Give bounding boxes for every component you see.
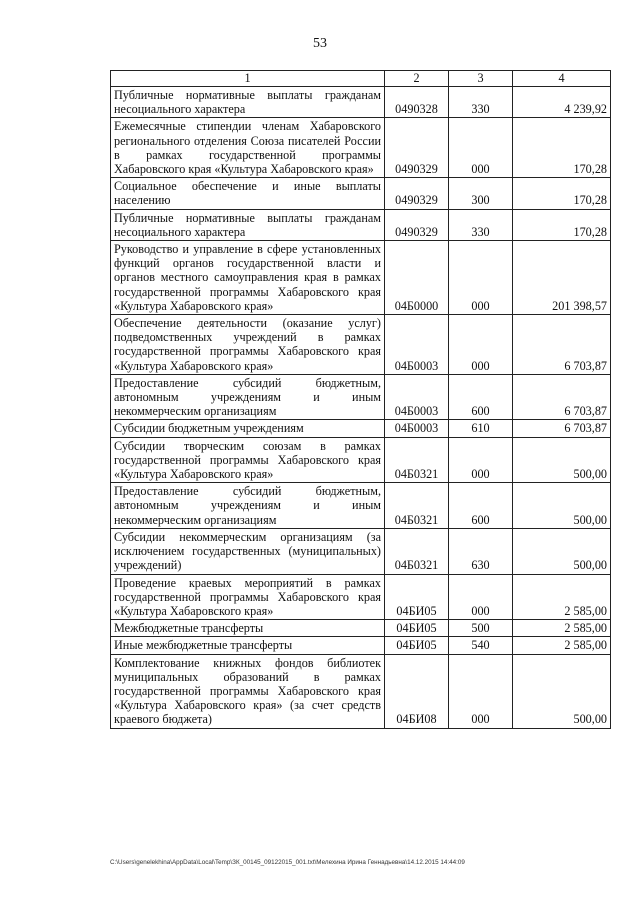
header-cell-3: 3	[449, 71, 513, 87]
row-code: 0490329	[385, 178, 449, 209]
row-vr: 630	[449, 528, 513, 574]
row-vr: 330	[449, 87, 513, 118]
row-vr: 300	[449, 178, 513, 209]
row-sum: 201 398,57	[513, 241, 611, 315]
row-vr: 000	[449, 654, 513, 728]
table-row	[111, 315, 611, 375]
header-cell-2: 2	[385, 71, 449, 87]
row-name: Субсидии бюджетным учреждениям	[111, 420, 385, 437]
table-header-row	[111, 71, 611, 87]
table-row	[111, 118, 611, 178]
row-sum: 6 703,87	[513, 374, 611, 420]
table-row	[111, 528, 611, 574]
row-vr: 000	[449, 118, 513, 178]
row-code: 04БИ05	[385, 620, 449, 637]
row-code: 04Б0003	[385, 315, 449, 375]
row-code: 0490329	[385, 209, 449, 240]
row-name: Субсидии некоммерческим организациям (за исключением государственных (муниципальных) учреждений)	[111, 528, 385, 574]
row-code: 0490328	[385, 87, 449, 118]
row-vr: 600	[449, 483, 513, 529]
table-row	[111, 620, 611, 637]
row-code: 04Б0003	[385, 374, 449, 420]
row-name: Публичные нормативные выплаты гражданам несоциального характера	[111, 209, 385, 240]
table-row	[111, 420, 611, 437]
row-vr: 000	[449, 574, 513, 620]
row-name: Субсидии творческим союзам в рамках государственной программы Хабаровского края «Культура Хабаровского края»	[111, 437, 385, 483]
table-row	[111, 178, 611, 209]
row-sum: 2 585,00	[513, 574, 611, 620]
table-row	[111, 374, 611, 420]
row-code: 04БИ08	[385, 654, 449, 728]
row-vr: 000	[449, 437, 513, 483]
row-vr: 500	[449, 620, 513, 637]
row-name: Обеспечение деятельности (оказание услуг) подведомственных учреждений в рамках государственной программы Хабаровского края «Культура Хабаровского края»	[111, 315, 385, 375]
table-row	[111, 437, 611, 483]
row-name: Межбюджетные трансферты	[111, 620, 385, 637]
table-row	[111, 574, 611, 620]
row-name: Комплектование книжных фондов библиотек муниципальных образований в рамках государственной программы Хабаровского края «Культура Хабаровского края» (за счет средств краевого бюджета)	[111, 654, 385, 728]
row-sum: 2 585,00	[513, 620, 611, 637]
budget-table	[110, 70, 611, 729]
table-row	[111, 209, 611, 240]
row-sum: 6 703,87	[513, 420, 611, 437]
row-sum: 4 239,92	[513, 87, 611, 118]
row-sum: 6 703,87	[513, 315, 611, 375]
row-sum: 500,00	[513, 654, 611, 728]
row-code: 0490329	[385, 118, 449, 178]
row-name: Предоставление субсидий бюджетным, автономным учреждениям и иным некоммерческим организациям	[111, 483, 385, 529]
row-vr: 000	[449, 315, 513, 375]
page-number: 53	[313, 36, 327, 51]
row-vr: 610	[449, 420, 513, 437]
header-cell-1: 1	[111, 71, 385, 87]
row-sum: 500,00	[513, 483, 611, 529]
row-sum: 170,28	[513, 118, 611, 178]
row-vr: 600	[449, 374, 513, 420]
row-code: 04Б0003	[385, 420, 449, 437]
row-code: 04Б0000	[385, 241, 449, 315]
table-row	[111, 637, 611, 654]
row-sum: 500,00	[513, 528, 611, 574]
row-name: Проведение краевых мероприятий в рамках государственной программы Хабаровского края «Культура Хабаровского края»	[111, 574, 385, 620]
row-name: Иные межбюджетные трансферты	[111, 637, 385, 654]
row-vr: 000	[449, 241, 513, 315]
row-code: 04Б0321	[385, 437, 449, 483]
row-sum: 2 585,00	[513, 637, 611, 654]
row-sum: 500,00	[513, 437, 611, 483]
row-code: 04Б0321	[385, 528, 449, 574]
header-cell-4: 4	[513, 71, 611, 87]
row-sum: 170,28	[513, 178, 611, 209]
row-code: 04БИ05	[385, 574, 449, 620]
row-vr: 540	[449, 637, 513, 654]
row-name: Социальное обеспечение и иные выплаты населению	[111, 178, 385, 209]
row-name: Ежемесячные стипендии членам Хабаровского регионального отделения Союза писателей России в рамках государственной программы Хабаровского края «Культура Хабаровского края»	[111, 118, 385, 178]
table-row	[111, 483, 611, 529]
row-sum: 170,28	[513, 209, 611, 240]
table-row	[111, 87, 611, 118]
row-name: Публичные нормативные выплаты гражданам несоциального характера	[111, 87, 385, 118]
table-row	[111, 241, 611, 315]
row-code: 04БИ05	[385, 637, 449, 654]
table-row	[111, 654, 611, 728]
row-name: Руководство и управление в сфере установленных функций органов государственной власти и органов местного самоуправления края в рамках государственной программы Хабаровского края «Культура Хабаровского края»	[111, 241, 385, 315]
row-name: Предоставление субсидий бюджетным, автономным учреждениям и иным некоммерческим организациям	[111, 374, 385, 420]
row-vr: 330	[449, 209, 513, 240]
footer-file-path: C:\Users\genelekhina\AppData\Local\Temp\ЗК_00145_09122015_001.txt\Мелехина Ирина Геннадьевна\14.12.2015 14:44:09	[110, 859, 465, 866]
row-code: 04Б0321	[385, 483, 449, 529]
